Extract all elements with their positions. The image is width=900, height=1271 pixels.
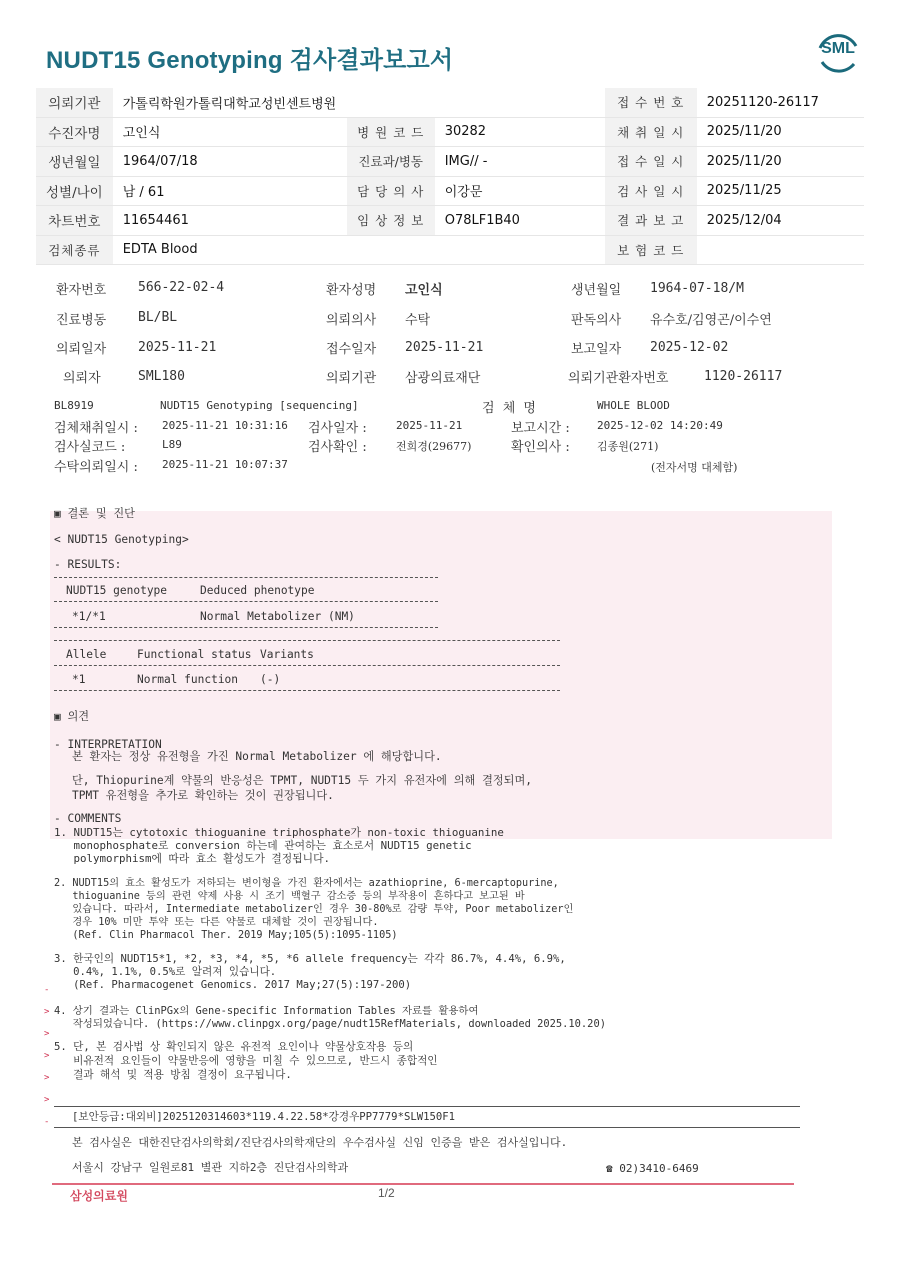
value-patient-name: 고인식 — [113, 117, 347, 147]
comment-4-line: 작성되었습니다. (https://www.clinpgx.org/page/nudt15RefMaterials, downloaded 2025.10.20) — [54, 1018, 606, 1030]
label-inst: 의뢰기관 — [326, 371, 377, 386]
t2-header-allele: Allele — [66, 648, 107, 661]
security-line: [보안등급:대외비]2025120314603*119.4.22.58*강경우PP7779*SLW150F1 — [72, 1111, 455, 1123]
t2-function-value: Normal function — [137, 673, 239, 686]
value-inst-no: 1120-26117 — [704, 369, 783, 384]
label-test-date: 검 사 일 시 — [605, 176, 697, 206]
value-inst: 삼광의료재단 — [405, 371, 481, 386]
t2-variants-value: (-) — [260, 673, 281, 686]
opinion-heading: ▣ 의견 — [54, 710, 90, 723]
label-dob: 생년월일 — [571, 283, 622, 298]
divider — [54, 640, 560, 641]
value-dob: 1964-07-18/M — [650, 281, 744, 296]
value-reader: 유수호/김영곤/이수연 — [650, 313, 772, 328]
results-label: - RESULTS: — [54, 558, 122, 571]
value-test-date: 2025/11/25 — [697, 176, 864, 206]
interpretation-label: - INTERPRETATION — [54, 738, 162, 751]
divider — [54, 577, 438, 578]
value-specimen: WHOLE BLOOD — [597, 399, 670, 412]
label-receipt-no: 접 수 번 호 — [605, 88, 697, 117]
label-birth-date: 생년월일 — [36, 147, 113, 177]
label-department: 진료과/병동 — [347, 147, 435, 177]
divider — [54, 601, 438, 602]
comment-5-line: 결과 해석 및 적용 방침 결정이 요구됩니다. — [54, 1069, 292, 1081]
comment-3-line: (Ref. Pharmacogenet Genomics. 2017 May;27(5):197-200) — [54, 979, 412, 991]
value-reg-no: 566-22-02-4 — [138, 280, 225, 295]
value-chart-no: 11654461 — [113, 206, 347, 236]
footer-red-rule — [52, 1183, 794, 1185]
genotyping-label: < NUDT15 Genotyping> — [54, 533, 189, 546]
label-result-report: 결 과 보 고 — [605, 206, 697, 236]
value-requesting-org: 가톨릭학원가톨릭대학교성빈센트병원 — [113, 88, 605, 117]
label-requesting-org: 의뢰기관 — [36, 88, 113, 117]
label-reg-no: 환자번호 — [56, 283, 107, 298]
value-report-time: 2025-12-02 14:20:49 — [597, 419, 723, 432]
comment-2-line: thioguanine 등의 관련 약제 사용 시 조기 백혈구 감소증 등의 부작용이 흔하다고 보고된 바 — [54, 891, 525, 902]
comment-2-line: 2. NUDT15의 효소 활성도가 저하되는 변이형을 가진 환자에서는 azathioprine, 6-mercaptopurine, — [54, 878, 559, 889]
t2-allele-value: *1 — [72, 673, 86, 686]
value-exam-date: 2025-11-21 — [396, 419, 463, 432]
comment-3-line: 3. 한국인의 NUDT15*1, *2, *3, *4, *5, *6 allele frequency는 각각 86.7%, 4.4%, 6.9%, — [54, 953, 566, 965]
comment-5-line: 5. 단, 본 검사법 상 확인되지 않은 유전적 요인이나 약물상호작용 등의 — [54, 1041, 414, 1053]
value-result-report: 2025/12/04 — [697, 206, 864, 236]
label-req-doctor: 의뢰의사 — [326, 313, 377, 328]
value-collection-date: 2025/11/20 — [697, 117, 864, 147]
t2-header-function: Functional status — [137, 648, 252, 661]
test-code: BL8919 — [54, 399, 94, 412]
label-patient-fullname: 환자성명 — [326, 283, 377, 298]
header-row — [36, 235, 864, 265]
label-report-date: 보고일자 — [571, 342, 622, 357]
label-specimen-type: 검체종류 — [36, 235, 113, 265]
t2-header-variants: Variants — [260, 648, 314, 661]
label-inst-no: 의뢰기관환자번호 — [568, 371, 669, 386]
value-lab-code: L89 — [162, 438, 182, 451]
header-info-table — [36, 88, 864, 265]
t1-header-genotype: NUDT15 genotype — [66, 584, 168, 597]
header-row — [36, 88, 864, 117]
t1-header-phenotype: Deduced phenotype — [200, 584, 315, 597]
value-collect-time: 2025-11-21 10:31:16 — [162, 419, 288, 432]
label-requester: 의뢰자 — [63, 371, 101, 386]
divider — [54, 627, 438, 628]
label-req-date: 의뢰일자 — [56, 342, 107, 357]
conclusion-heading: ▣ 결론 및 진단 — [54, 507, 135, 520]
header-row — [36, 176, 864, 206]
hospital-name: 삼성의료원 — [70, 1189, 128, 1203]
interpretation-line: TPMT 유전형을 추가로 확인하는 것이 권장됩니다. — [72, 789, 334, 802]
value-specimen-type: EDTA Blood — [113, 235, 605, 265]
page-number: 1/2 — [378, 1186, 395, 1200]
value-patient-fullname: 고인식 — [405, 283, 443, 298]
header-row — [36, 117, 864, 147]
label-clinical-info: 임 상 정 보 — [347, 206, 435, 236]
footer-divider — [54, 1127, 800, 1128]
address-text: 서울시 강남구 일원로81 별관 지하2층 진단검사의학과 — [72, 1161, 349, 1174]
report-title: NUDT15 Genotyping 검사결과보고서 — [46, 47, 454, 74]
label-ward: 진료병동 — [56, 313, 107, 328]
comment-2-line: 있습니다. 따라서, Intermediate metabolizer인 경우 30-80%로 감량 투약, Poor metabolizer인 — [54, 904, 574, 915]
comment-1-line: polymorphism에 따라 효소 활성도가 결정됩니다. — [54, 852, 331, 865]
value-insurance-code — [697, 235, 864, 265]
label-insurance-code: 보 험 코 드 — [605, 235, 697, 265]
value-receipt-no: 20251120-26117 — [697, 88, 864, 117]
t1-genotype-value: *1/*1 — [72, 610, 106, 623]
sml-logo-text: SML — [821, 40, 855, 57]
divider — [54, 690, 560, 691]
label-reader: 판독의사 — [571, 313, 622, 328]
comment-5-line: 비유전적 요인들이 약물반응에 영향을 미칠 수 있으므로, 반드시 종합적인 — [54, 1055, 438, 1067]
label-physician: 담 당 의 사 — [347, 176, 435, 206]
label-recv-date: 접수일자 — [326, 342, 377, 357]
comment-1-line: 1. NUDT15는 cytotoxic thioguanine triphosphate가 non-toxic thioguanine — [54, 826, 504, 839]
value-receipt-date: 2025/11/20 — [697, 147, 864, 177]
interpretation-line: 단, Thiopurine계 약물의 반응성은 TPMT, NUDT15 두 가지 유전자에 의해 결정되며, — [72, 774, 533, 787]
comment-4-line: 4. 상기 결과는 ClinPGx의 Gene-specific Information Tables 자료를 활용하여 — [54, 1005, 479, 1017]
value-hospital-code: 30282 — [435, 117, 605, 147]
margin-marks: - > > > > > - — [44, 985, 50, 1127]
comments-label: - COMMENTS — [54, 812, 122, 825]
value-clinical-info: O78LF1B40 — [435, 206, 605, 236]
value-physician: 이강문 — [435, 176, 605, 206]
comment-1-line: monophosphate로 conversion 하는데 관여하는 효소로서 NUDT15 genetic — [54, 839, 472, 852]
value-req-doctor: 수탁 — [405, 313, 431, 328]
comment-2-line: (Ref. Clin Pharmacol Ther. 2019 May;105(5):1095-1105) — [54, 930, 398, 941]
label-hospital-code: 병 원 코 드 — [347, 117, 435, 147]
footer-divider — [54, 1106, 800, 1107]
interpretation-line: 본 환자는 정상 유전형을 가진 Normal Metabolizer 에 해당합니다. — [72, 750, 442, 763]
value-req-date: 2025-11-21 — [138, 340, 217, 355]
certification-text: 본 검사실은 대한진단검사의학회/진단검사의학재단의 우수검사실 신임 인증을 받은 검사실입니다. — [72, 1136, 568, 1149]
label-receipt-date: 접 수 일 시 — [605, 147, 697, 177]
label-contract-time: 수탁의뢰일시 : — [54, 460, 138, 475]
value-confirm: 전희경(29677) — [396, 440, 472, 453]
label-collection-date: 채 취 일 시 — [605, 117, 697, 147]
value-verify: 김종원(271) — [597, 440, 659, 453]
label-lab-code: 검사실코드 : — [54, 440, 126, 455]
sml-logo — [814, 30, 862, 76]
label-exam-date: 검사일자 : — [308, 421, 367, 436]
label-report-time: 보고시간 : — [511, 421, 570, 436]
value-recv-date: 2025-11-21 — [405, 340, 484, 355]
divider — [54, 665, 560, 666]
comment-3-line: 0.4%, 1.1%, 0.5%로 알려져 있습니다. — [54, 966, 277, 978]
label-sex-age: 성별/나이 — [36, 176, 113, 206]
value-report-date: 2025-12-02 — [650, 340, 729, 355]
phone-text: ☎ 02)3410-6469 — [606, 1162, 699, 1175]
label-confirm: 검사확인 : — [308, 440, 367, 455]
label-patient-name: 수진자명 — [36, 117, 113, 147]
header-row — [36, 206, 864, 236]
value-sex-age: 남 / 61 — [113, 176, 347, 206]
value-contract-time: 2025-11-21 10:07:37 — [162, 458, 288, 471]
t1-phenotype-value: Normal Metabolizer (NM) — [200, 610, 355, 623]
value-birth-date: 1964/07/18 — [113, 147, 347, 177]
value-ward: BL/BL — [138, 310, 178, 325]
label-verify: 확인의사 : — [511, 440, 570, 455]
header-row — [36, 147, 864, 177]
label-chart-no: 차트번호 — [36, 206, 113, 236]
value-department: IMG// - — [435, 147, 605, 177]
label-collect-time: 검체채취일시 : — [54, 421, 138, 436]
comment-2-line: 경우 10% 미만 투약 또는 다른 약물로 대체할 것이 권장됩니다. — [54, 917, 379, 928]
test-name: NUDT15 Genotyping [sequencing] — [160, 399, 359, 412]
label-specimen: 검 체 명 — [482, 401, 538, 416]
signature-note: (전자서명 대체함) — [651, 461, 738, 474]
value-requester: SML180 — [138, 369, 185, 384]
